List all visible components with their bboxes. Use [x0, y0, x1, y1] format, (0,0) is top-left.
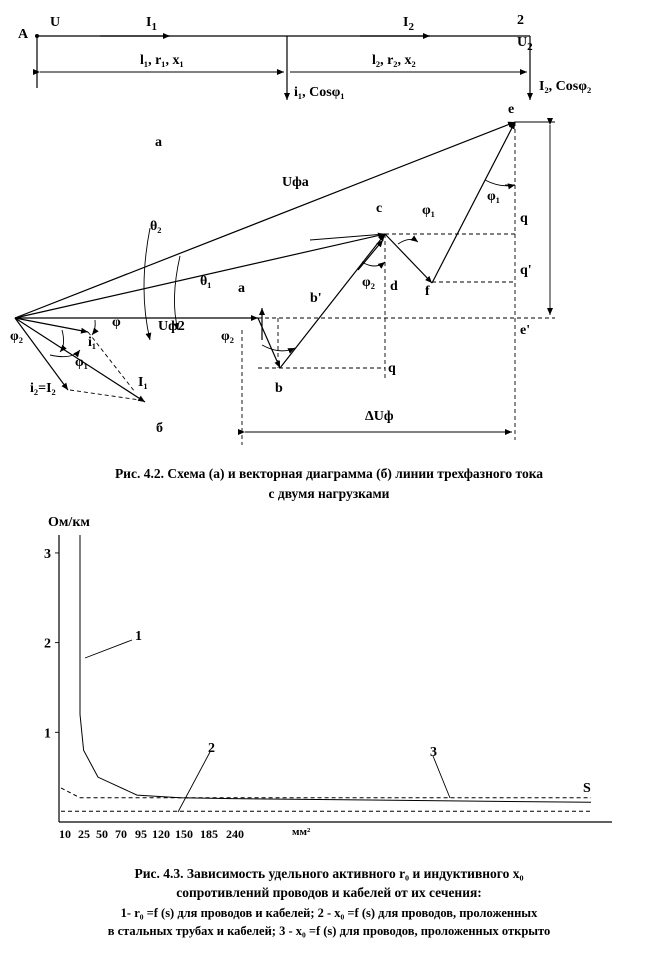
point-c-label: c: [376, 201, 383, 216]
q-lower-label: q: [388, 361, 396, 376]
subfigure-a-label: а: [155, 135, 162, 150]
b-prime-label: b': [310, 291, 322, 306]
phi2-a-label: φ₂: [221, 329, 234, 344]
series3-id: 3: [430, 745, 437, 760]
node-u-label: U: [50, 15, 61, 30]
series1-callout: [85, 640, 132, 658]
x-tick-label: 240: [226, 827, 244, 841]
x-axis-unit: мм²: [292, 826, 311, 838]
u2-label: $U_2$: [517, 35, 533, 53]
x-axis-symbol: S: [583, 781, 591, 796]
y-axis-label: Ом/км: [48, 515, 90, 530]
theta2-label: θ₂: [150, 219, 162, 234]
series3-callout: [433, 756, 450, 798]
load2-label: I₂, Cosφ₂: [539, 79, 592, 94]
x-tick-label: 95: [135, 827, 147, 841]
caption-43-line4: в стальных трубах и кабелей; 3 - x₀ =f (s) для проводов, проложенных открыто: [107, 924, 551, 938]
subfigure-b-label: б: [156, 421, 163, 436]
line-scheme: [18, 13, 591, 150]
node-2-label: 2: [517, 13, 524, 28]
phi2-left-label: φ₂: [10, 329, 23, 344]
phi1-right-label: φ₁: [487, 189, 500, 204]
x-tick-label: 120: [152, 827, 170, 841]
point-f-label: f: [425, 284, 430, 299]
q-prime-label: q': [520, 263, 532, 278]
phi1-top-label: φ₁: [422, 203, 435, 218]
y-tick-label: 2: [44, 636, 51, 652]
x-tick-label: 50: [96, 827, 108, 841]
q-upper-label: q: [520, 211, 528, 226]
delta-u-label: ΔUф: [365, 409, 394, 424]
y-tick-label: 1: [44, 726, 51, 742]
x-tick-label: 25: [78, 827, 90, 841]
segment2-params: l₂, r₂, x₂: [372, 53, 416, 68]
x-tick-label: 70: [115, 827, 127, 841]
x-tick-label: 150: [175, 827, 193, 841]
u-phi2-label: Uф2: [158, 319, 185, 334]
load1-label: i₁, Cosφ₁: [294, 85, 345, 100]
theta1-label: θ₁: [200, 274, 212, 289]
e-prime-label: e': [520, 323, 531, 338]
series-3-line: [61, 788, 591, 798]
point-b-label: b: [275, 381, 283, 396]
caption-42-line1: Рис. 4.2. Схема (а) и векторная диаграмма (б) линии трехфазного тока: [114, 466, 544, 481]
caption-42-line2: с двумя нагрузками: [268, 486, 390, 501]
current-i1-label: $I_1$: [146, 15, 157, 33]
caption-43-line1: Рис. 4.3. Зависимость удельного активного r₀ и индуктивного x₀: [134, 866, 524, 881]
series1-id: 1: [135, 629, 142, 644]
segment1-params: l₁, r₁, x₁: [140, 53, 184, 68]
i1-vector-label: I₁: [138, 375, 148, 390]
series2-id: 2: [208, 741, 215, 756]
phi2-mid-label: φ₂: [362, 275, 375, 290]
point-a-label: a: [238, 281, 245, 296]
caption-43-line3: 1- r₀ =f (s) для проводов и кабелей; 2 - x₀ =f (s) для проводов, проложенных: [120, 906, 538, 920]
i2-eq-label: i₂=I₂: [30, 381, 56, 396]
x-tick-label: 10: [59, 827, 71, 841]
series2-callout: [178, 752, 210, 812]
caption-43-line2: сопротивлений проводов и кабелей от их сечения:: [176, 885, 482, 900]
u-phi-a-label: Uфа: [282, 175, 309, 190]
current-i2-label: $I_2$: [403, 15, 414, 33]
series-1-line: [80, 535, 591, 802]
node-a-label: A: [18, 27, 29, 42]
y-tick-label: 3: [44, 546, 51, 562]
i1-small-label: i₁: [88, 335, 97, 350]
phi-label: φ: [112, 315, 121, 330]
vector-diagram: [10, 102, 555, 445]
phi1-small-label: φ₁: [75, 355, 88, 370]
resistance-chart: [44, 515, 612, 841]
point-e-label: e: [508, 102, 515, 117]
x-tick-label: 185: [200, 827, 218, 841]
point-d-label: d: [390, 279, 398, 294]
